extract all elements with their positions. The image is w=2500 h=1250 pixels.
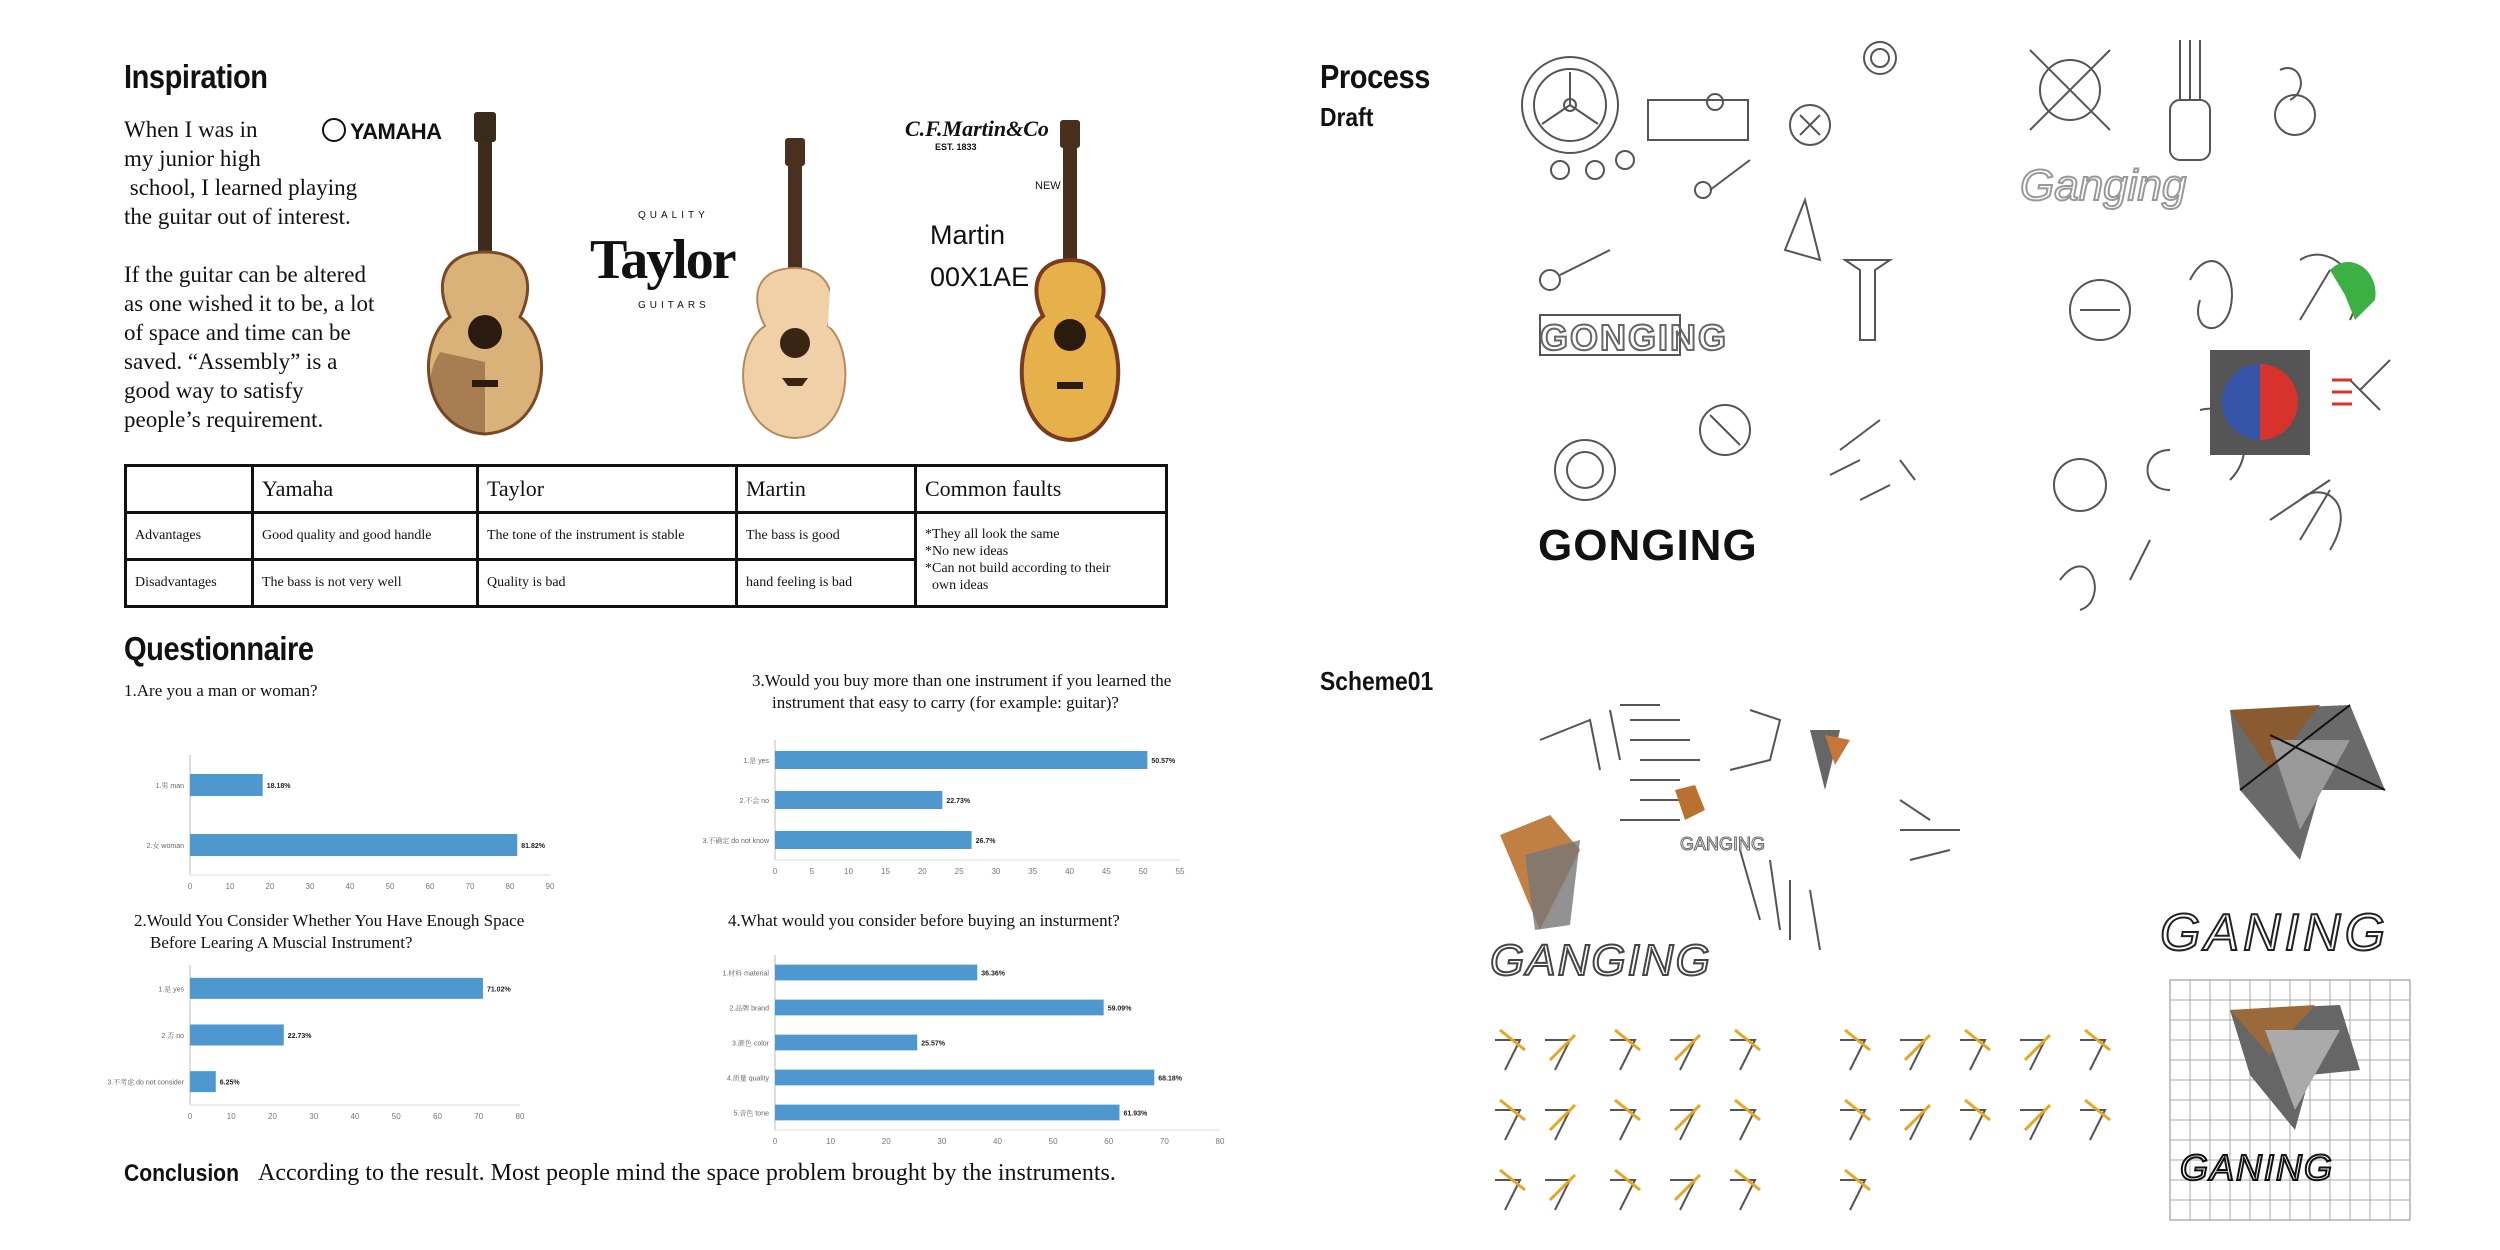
category-label: 1.是 yes xyxy=(158,986,184,994)
conclusion-label: Conclusion xyxy=(124,1160,239,1187)
bar xyxy=(190,834,517,856)
bar xyxy=(775,1070,1154,1086)
martin-guitar-image xyxy=(1005,120,1135,445)
x-tick-label: 80 xyxy=(1215,1137,1225,1146)
taylor-guitar-image xyxy=(730,138,860,443)
taylor-ring-bottom: GUITARS xyxy=(638,300,710,311)
table-header-cell: Common faults xyxy=(916,466,1167,513)
p1-line: school, I learned playing xyxy=(124,175,358,200)
green-sketch-mark xyxy=(2330,262,2376,320)
taylor-wordmark: Taylor xyxy=(590,229,735,291)
table-header-cell: Martin xyxy=(737,466,916,513)
bar xyxy=(775,831,972,849)
p1-line: When I was in xyxy=(124,117,258,142)
bar xyxy=(190,774,263,796)
x-tick-label: 20 xyxy=(265,882,275,891)
category-label: 3.不确定 do not know xyxy=(702,838,769,845)
table-cell: hand feeling is bad xyxy=(737,560,916,607)
fault-item: *They all look the same xyxy=(925,526,1060,542)
draft-label: Draft xyxy=(1320,102,1374,132)
x-tick-label: 30 xyxy=(309,1112,319,1121)
x-tick-label: 80 xyxy=(505,882,515,891)
martin-model-name: Martin xyxy=(930,220,1006,250)
table-header-cell xyxy=(126,466,253,513)
category-label: 5.音色 tone xyxy=(733,1110,769,1118)
x-tick-label: 10 xyxy=(844,867,854,876)
x-tick-label: 60 xyxy=(425,882,435,891)
question-2 xyxy=(134,910,524,954)
x-tick-label: 70 xyxy=(1159,1137,1169,1146)
scheme-label: Scheme01 xyxy=(1320,666,1434,696)
x-tick-label: 5 xyxy=(809,867,815,876)
scheme-sketch-panel xyxy=(1480,680,2500,1240)
category-label: 4.质量 quality xyxy=(726,1075,769,1083)
data-label: 25.57% xyxy=(921,1040,945,1048)
x-tick-label: 30 xyxy=(937,1137,947,1146)
table-cell: The bass is not very well xyxy=(253,560,478,607)
x-tick-label: 15 xyxy=(881,867,890,876)
x-tick-label: 50 xyxy=(1048,1137,1058,1146)
martin-wordmark: C.F.Martin&Co xyxy=(905,116,1049,141)
data-label: 71.02% xyxy=(486,986,511,994)
bar xyxy=(775,751,1147,769)
x-tick-label: 10 xyxy=(826,1137,836,1146)
table-header-cell: Yamaha xyxy=(253,466,478,513)
scheme-wordmark-grid: GANING xyxy=(2180,1147,2335,1188)
p2-line: as one wished it to be, a lot xyxy=(124,291,375,316)
process-title: Process xyxy=(1320,58,1430,95)
data-label: 22.73% xyxy=(946,798,971,805)
conclusion-text: According to the result. Most people mind the space problem brought by the instruments. xyxy=(258,1160,1116,1186)
data-label: 22.73% xyxy=(287,1033,312,1040)
x-tick-label: 90 xyxy=(545,882,555,891)
x-tick-label: 20 xyxy=(881,1137,891,1146)
question-3 xyxy=(752,670,1171,714)
row-label: Advantages xyxy=(126,513,253,560)
draft-wordmark-script: Ganging xyxy=(2020,161,2187,210)
inspiration-paragraph-2 xyxy=(124,260,444,434)
new-badge: NEW xyxy=(1035,180,1061,192)
data-label: 6.25% xyxy=(219,1079,240,1087)
bar xyxy=(775,1035,917,1051)
data-label: 68.18% xyxy=(1158,1075,1183,1083)
fault-item: own ideas xyxy=(925,577,989,593)
taylor-ring-top: QUALITY xyxy=(638,210,709,221)
yamaha-tuning-fork-icon xyxy=(322,118,346,142)
category-label: 2.品牌 brand xyxy=(729,1005,769,1013)
comparison-table xyxy=(124,464,1168,608)
fault-item: *No new ideas xyxy=(925,543,1009,559)
draft-wordmark-outline: GONGING xyxy=(1540,317,1729,358)
scheme-wordmark-1: GANGING xyxy=(1490,936,1712,985)
bar xyxy=(775,1105,1119,1121)
question-3-line-2: instrument that easy to carry (for example: guitar)? xyxy=(772,693,1119,712)
category-label: 2.不会 no xyxy=(739,798,769,805)
p1-line: my junior high xyxy=(124,146,261,171)
data-label: 59.09% xyxy=(1107,1005,1132,1013)
table-cell: Good quality and good handle xyxy=(253,513,478,560)
question-2-line-2: Before Learing A Muscial Instrument? xyxy=(150,933,413,952)
martin-est: EST. 1833 xyxy=(935,142,977,152)
table-header-row xyxy=(126,466,1167,513)
draft-wordmark-bold: GONGING xyxy=(1538,521,1758,570)
category-label: 3.不考虑 do not consider xyxy=(107,1079,184,1087)
draft-sketch-panel xyxy=(1500,20,2000,620)
p2-line: If the guitar can be altered xyxy=(124,262,367,287)
data-label: 18.18% xyxy=(266,783,291,790)
question-2-line-1: 2.Would You Consider Whether You Have Enough Space xyxy=(134,911,525,930)
taylor-logo xyxy=(586,208,736,328)
x-tick-label: 35 xyxy=(1028,867,1038,876)
x-tick-label: 70 xyxy=(474,1112,484,1121)
category-label: 1.材料 material xyxy=(722,970,769,978)
table-cell: Quality is bad xyxy=(478,560,737,607)
bar xyxy=(190,1025,284,1046)
x-tick-label: 40 xyxy=(350,1112,360,1121)
x-tick-label: 0 xyxy=(772,1137,778,1146)
x-tick-label: 40 xyxy=(1065,867,1074,876)
chart-q3 xyxy=(680,725,1200,895)
data-label: 50.57% xyxy=(1151,758,1176,765)
table-header-cell: Taylor xyxy=(478,466,737,513)
p2-line: good way to satisfy xyxy=(124,378,304,403)
data-label: 26.7% xyxy=(975,838,996,845)
fault-item: *Can not build according to their xyxy=(925,560,1111,576)
chart-q2 xyxy=(80,955,580,1125)
x-tick-label: 0 xyxy=(187,882,193,891)
questionnaire-title: Questionnaire xyxy=(124,630,314,667)
question-3-line-1: 3.Would you buy more than one instrument if you learned the xyxy=(752,671,1172,690)
x-tick-label: 40 xyxy=(345,882,355,891)
x-tick-label: 50 xyxy=(385,882,395,891)
x-tick-label: 40 xyxy=(993,1137,1002,1146)
table-row xyxy=(126,513,1167,560)
inspiration-title: Inspiration xyxy=(124,58,268,95)
yamaha-guitar-image xyxy=(410,112,560,442)
category-label: 2.女 woman xyxy=(146,843,184,850)
x-tick-label: 20 xyxy=(917,867,927,876)
x-tick-label: 30 xyxy=(305,882,315,891)
bar xyxy=(775,965,977,981)
row-label: Disadvantages xyxy=(126,560,253,607)
chart-q1 xyxy=(80,735,580,895)
data-label: 36.36% xyxy=(981,970,1006,978)
x-tick-label: 50 xyxy=(391,1112,401,1121)
x-tick-label: 10 xyxy=(225,882,235,891)
draft-sketch-panel-2 xyxy=(2000,20,2460,620)
x-tick-label: 45 xyxy=(1101,867,1111,876)
p2-line: people’s requirement. xyxy=(124,407,324,432)
category-label: 3.颜色 color xyxy=(732,1040,769,1048)
bar xyxy=(190,1071,216,1092)
category-label: 1.是 yes xyxy=(743,758,769,765)
chart-q4 xyxy=(680,940,1240,1146)
inspiration-text xyxy=(124,115,444,463)
data-label: 81.82% xyxy=(521,843,546,850)
p1-line: the guitar out of interest. xyxy=(124,204,351,229)
scheme-wordmark-final: GANING xyxy=(2160,904,2390,962)
x-tick-label: 0 xyxy=(772,867,778,876)
x-tick-label: 60 xyxy=(1104,1137,1114,1146)
x-tick-label: 0 xyxy=(187,1112,193,1121)
question-4: 4.What would you consider before buying an insturment? xyxy=(728,911,1120,930)
x-tick-label: 25 xyxy=(954,867,964,876)
x-tick-label: 50 xyxy=(1138,867,1148,876)
data-label: 61.93% xyxy=(1123,1110,1148,1118)
bar xyxy=(775,1000,1104,1016)
martin-model-number: 00X1AE xyxy=(930,262,1030,292)
x-tick-label: 60 xyxy=(433,1112,442,1121)
x-tick-label: 70 xyxy=(465,882,475,891)
x-tick-label: 20 xyxy=(268,1112,277,1121)
common-faults-cell xyxy=(916,513,1167,607)
x-tick-label: 10 xyxy=(226,1112,236,1121)
table-cell: The bass is good xyxy=(737,513,916,560)
bar xyxy=(775,791,942,809)
question-1: 1.Are you a man or woman? xyxy=(124,681,318,700)
table-cell: The tone of the instrument is stable xyxy=(478,513,737,560)
x-tick-label: 30 xyxy=(991,867,1001,876)
scheme-wordmark-2: GANGING xyxy=(1680,834,1766,854)
category-label: 2.否 no xyxy=(161,1033,184,1040)
bar xyxy=(190,978,483,999)
p2-line: of space and time can be xyxy=(124,320,351,345)
category-label: 1.男 man xyxy=(155,783,184,790)
x-tick-label: 55 xyxy=(1175,867,1185,876)
yamaha-wordmark: YAMAHA xyxy=(350,119,442,144)
x-tick-label: 80 xyxy=(515,1112,525,1121)
p2-line: saved. “Assembly” is a xyxy=(124,349,338,374)
